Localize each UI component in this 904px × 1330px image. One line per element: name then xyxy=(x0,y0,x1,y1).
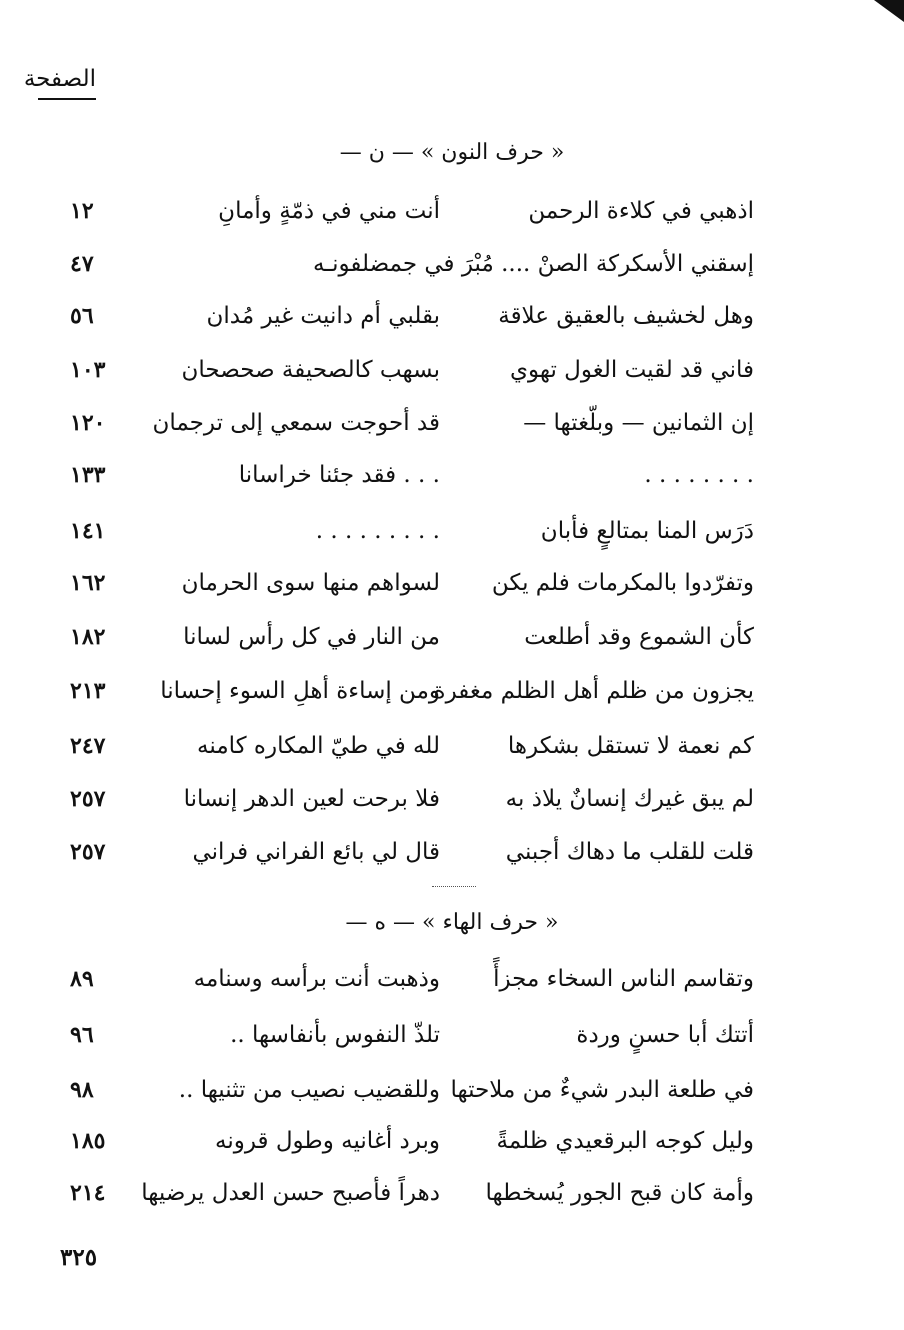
verse-page-number: ١٨٥ xyxy=(70,1128,106,1154)
verse-first-hemistich: إن الثمانين — وبلّغتها — xyxy=(523,410,754,436)
verse-second-hemistich: وذهبت أنت برأسه وسنامه xyxy=(193,966,440,992)
verse-second-hemistich: تلذّ النفوس بأنفاسها .. xyxy=(230,1022,440,1048)
section-heading-ha: « حرف الهاء » — ه — xyxy=(345,910,559,935)
verse-row xyxy=(0,839,904,883)
page-column-label: الصفحة xyxy=(38,66,96,100)
verse-page-number: ٤٧ xyxy=(70,251,94,277)
verse-first-hemistich: . . . . . . . . xyxy=(644,462,754,488)
verse-second-hemistich: . . . فقد جئنا خراسانا xyxy=(238,462,440,488)
verse-second-hemistich: أنت مني في ذمّةٍ وأمانِ xyxy=(218,198,440,224)
verse-page-number: ٩٨ xyxy=(70,1077,94,1103)
verse-row xyxy=(0,462,904,506)
verse-second-hemistich: قد أحوجت سمعي إلى ترجمان xyxy=(152,410,440,436)
verse-second-hemistich: فلا برحت لعين الدهر إنسانا xyxy=(183,786,440,812)
section-heading-nun: « حرف النون » — ن — xyxy=(339,140,565,165)
verse-second-hemistich: قال لي بائع الفراني فراني xyxy=(192,839,440,865)
verse-row xyxy=(0,251,904,295)
verse-row xyxy=(0,733,904,777)
verse-second-hemistich: دهراً فأصبح حسن العدل يرضيها xyxy=(141,1180,440,1206)
verse-second-hemistich: وبرد أغانيه وطول قرونه xyxy=(214,1128,440,1154)
verse-first-hemistich: وليل كوجه البرقعيدي ظلمةً xyxy=(496,1128,754,1154)
verse-first-hemistich: إسقني الأسكركة الصنْ .... مُبْرَ في جمضلفونـه xyxy=(313,251,754,277)
verse-row xyxy=(0,786,904,830)
verse-first-hemistich: اذهبي في كلاءة الرحمن xyxy=(528,198,754,224)
verse-page-number: ١٦٢ xyxy=(70,570,106,596)
verse-page-number: ١٢ xyxy=(70,198,94,224)
verse-row xyxy=(0,410,904,454)
verse-page-number: ١٣٣ xyxy=(70,462,106,488)
verse-page-number: ٥٦ xyxy=(70,303,94,329)
verse-page-number: ١٤١ xyxy=(70,518,106,544)
verse-page-number: ٨٩ xyxy=(70,966,94,992)
verse-second-hemistich: ومن إساءة أهلِ السوء إحسانا xyxy=(160,678,440,704)
verse-page-number: ١٠٣ xyxy=(70,357,106,383)
verse-row xyxy=(0,303,904,347)
verse-row xyxy=(0,1180,904,1224)
verse-row xyxy=(0,624,904,668)
verse-second-hemistich: لله في طيّ المكاره كامنه xyxy=(197,733,440,759)
page-folio-number: ٣٢٥ xyxy=(60,1244,98,1271)
verse-first-hemistich: أتتك أبا حسنٍ وردة xyxy=(576,1022,754,1048)
verse-page-number: ٢٥٧ xyxy=(70,786,106,812)
verse-row xyxy=(0,570,904,614)
verse-page-number: ٢١٣ xyxy=(70,678,106,704)
verse-first-hemistich: وتفرّدوا بالمكرمات فلم يكن xyxy=(491,570,754,596)
verse-second-hemistich: بسهب كالصحيفة صحصحان xyxy=(181,357,440,383)
verse-first-hemistich: وهل لخشيف بالعقيق علاقة xyxy=(498,303,754,329)
section-separator xyxy=(432,886,476,887)
verse-row xyxy=(0,678,904,722)
verse-row xyxy=(0,1022,904,1066)
verse-second-hemistich: لسواهم منها سوى الحرمان xyxy=(181,570,440,596)
verse-page-number: ٢٥٧ xyxy=(70,839,106,865)
verse-row xyxy=(0,1077,904,1121)
verse-row xyxy=(0,357,904,401)
verse-first-hemistich: وأمة كان قبح الجور يُسخطها xyxy=(485,1180,754,1206)
verse-first-hemistich: كأن الشموع وقد أطلعت xyxy=(524,624,754,650)
verse-second-hemistich: وللقضيب نصيب من تثنيها .. xyxy=(178,1077,440,1103)
verse-first-hemistich: وتقاسم الناس السخاء مجزأً xyxy=(493,966,754,992)
verse-second-hemistich: من النار في كل رأس لسانا xyxy=(183,624,440,650)
verse-first-hemistich: يجزون من ظلم أهل الظلم مغفرة xyxy=(433,678,754,704)
page-corner-mark xyxy=(874,0,904,22)
verse-row xyxy=(0,518,904,562)
verse-first-hemistich: فاني قد لقيت الغول تهوي xyxy=(509,357,754,383)
verse-first-hemistich: في طلعة البدر شيءٌ من ملاحتها xyxy=(450,1077,754,1103)
verse-first-hemistich: كم نعمة لا تستقل بشكرها xyxy=(507,733,754,759)
verse-first-hemistich: لم يبق غيرك إنسانٌ يلاذ به xyxy=(505,786,754,812)
verse-row xyxy=(0,1128,904,1172)
verse-page-number: ١٨٢ xyxy=(70,624,106,650)
verse-first-hemistich: دَرَس المنا بمتالعٍ فأبان xyxy=(540,518,754,544)
verse-page-number: ٩٦ xyxy=(70,1022,94,1048)
verse-second-hemistich: بقلبي أم دانيت غير مُدان xyxy=(206,303,440,329)
verse-second-hemistich: . . . . . . . . . xyxy=(315,518,440,544)
verse-first-hemistich: قلت للقلب ما دهاك أجبني xyxy=(505,839,754,865)
verse-page-number: ٢٤٧ xyxy=(70,733,106,759)
verse-page-number: ١٢٠ xyxy=(70,410,106,436)
verse-row xyxy=(0,966,904,1010)
verse-row xyxy=(0,198,904,242)
verse-page-number: ٢١٤ xyxy=(70,1180,106,1206)
